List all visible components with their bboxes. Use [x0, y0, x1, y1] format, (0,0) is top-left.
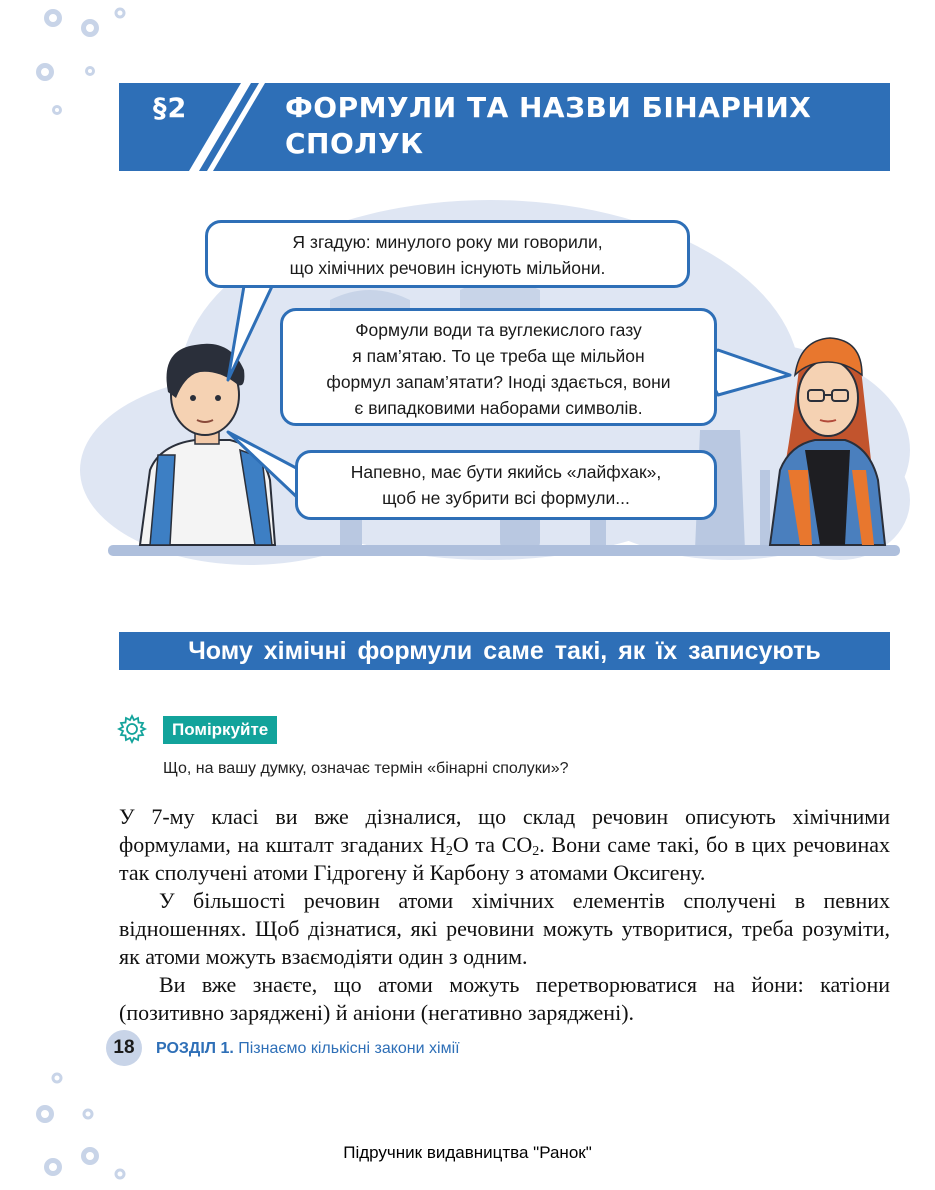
paragraph-1: У 7-му класі ви вже дізналися, що склад речовин описують хімічними формулами, на кшталт згаданих $H_2O$ та $CO_2$. Вони саме такі, бо в цих речовинах так сполучені атоми Гідрогену й Карбону з атомами Оксигену. [119, 804, 890, 885]
paragraph-2: У більшості речовин атоми хімічних елементів сполучені в певних відношеннях. Щоб дізнатися, які речовини можуть утворитися, треба розуміти, як атоми можуть взаємодіяти один з одним. [119, 888, 890, 969]
chapter-footer [156, 1038, 460, 1060]
speech-bubble-boy-1 [205, 220, 690, 288]
gear-icon [117, 714, 147, 744]
page-number: 18 [106, 1030, 142, 1066]
chapter-title: Пізнаємо кількісні закони хімії [233, 1040, 460, 1057]
header-stripes [189, 83, 279, 171]
bubble-line: Напевно, має бути якийсь «лайфхак», [350, 462, 662, 482]
section-header [119, 83, 890, 171]
speech-bubble-girl [280, 308, 717, 426]
bubble-line: є випадковими наборами символів. [354, 398, 643, 418]
section-number: §2 [153, 93, 188, 124]
publisher-note: Підручник видавництва "Ранок" [343, 1143, 592, 1162]
think-question: Що, на вашу думку, означає термін «бінарні сполуки»? [163, 760, 569, 777]
bubble-line: щоб не зубрити всі формули... [382, 488, 630, 508]
paragraph-3: Ви вже знаєте, що атоми можуть перетворюватися на йони: катіони (позитивно заряджені) й аніони (негативно заряджені). [119, 972, 890, 1025]
bubble-line: що хімічних речовин існують мільйони. [289, 258, 606, 278]
section-title: ФОРМУЛИ ТА НАЗВИ БІНАРНИХ СПОЛУК [285, 91, 812, 160]
bubble-line: Формули води та вуглекислого газу [355, 320, 642, 340]
chapter-label: РОЗДІЛ 1. [156, 1040, 234, 1057]
body-text [119, 803, 890, 1027]
bubble-line: я пам’ятаю. То це треба ще мільйон [352, 346, 645, 366]
speech-bubble-boy-2 [295, 450, 717, 520]
bubble-line: формул запам’ятати? Іноді здається, вони [326, 372, 671, 392]
bubble-line: Я згадую: минулого року ми говорили, [292, 232, 603, 252]
subsection-title: Чому хімічні формули саме такі, як їх записують [119, 632, 890, 670]
think-label: Поміркуйте [163, 716, 277, 744]
